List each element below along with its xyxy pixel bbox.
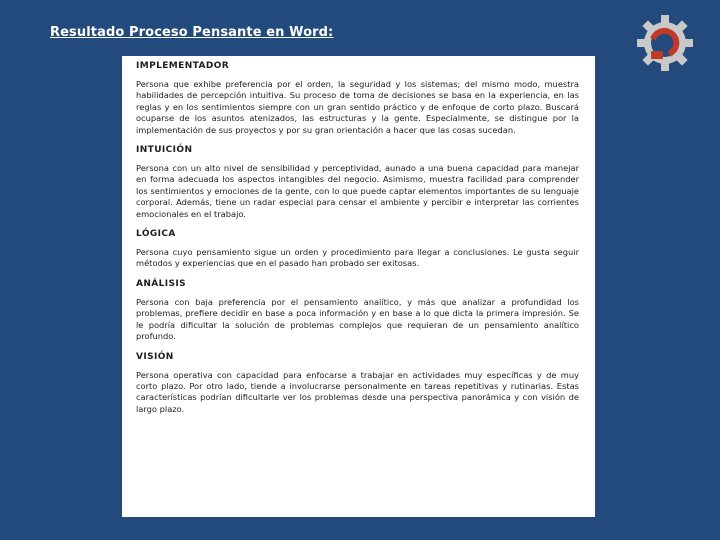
section-body: Persona con baja preferencia por el pensamiento analítico, y más que analizar a profundidad los problemas, prefiere decidir en base a poca información y en base a lo que dicta la primera impresión. Se le podría dificultar la solución de problemas complejos que requieran de un pensamiento analítico profundo. xyxy=(136,296,579,342)
section-vision xyxy=(136,352,579,416)
section-intuicion xyxy=(136,145,579,220)
section-body: Persona cuyo pensamiento sigue un orden y procedimiento para llegar a conclusiones. Le gusta seguir métodos y experiencias que en el pasado han probado ser exitosas. xyxy=(136,247,579,269)
slide-title: Resultado Proceso Pensante en Word: xyxy=(50,25,334,40)
section-heading: INTUICIÓN xyxy=(136,145,193,156)
section-heading: IMPLEMENTADOR xyxy=(136,61,230,71)
section-heading: VISIÓN xyxy=(136,351,174,362)
section-body: Persona operativa con capacidad para enfocarse a trabajar en actividades muy específicas y de muy corto plazo. Por otro lado, tiende a involucrarse personalmente en tareas repetitivas y rutinarias. Estas características podrían dificultarle ver los problemas desde una perspectiva panorámica y con visión de largo plazo. xyxy=(136,369,579,414)
section-body: Persona con un alto nivel de sensibilidad y perceptividad, aunado a una buena capacidad para manejar en forma adecuada los aspectos intangibles del negocio. Asimismo, muestra facilidad para comprender los sentimientos y emociones de la gente, con lo que puede captar elementos importantes de su lenguaje corporal. Además, tiene un radar especial para censar el ambiente y percibir e interpretar las corrientes emocionales en el trabajo. xyxy=(136,163,579,219)
word-document-excerpt xyxy=(122,56,595,517)
section-implementador xyxy=(136,61,579,136)
section-heading: ANÁLISIS xyxy=(136,278,187,289)
gear-logo-icon xyxy=(636,14,694,72)
section-logica xyxy=(136,229,579,270)
section-analisis xyxy=(136,279,579,343)
section-body: Persona que exhibe preferencia por el orden, la seguridad y los sistemas; del mismo modo, muestra habilidades de percepción intuitiva. Su proceso de toma de decisiones se basa en la experiencia, en las reglas y en los sentimientos siempre con un gran sentido práctico y de enfoque de corto plazo. Buscará ocuparse de los asuntos atenizados, las estructuras y la gente. Especialmente, se distingue por la implementación de sus proyectos y por su gran orientación a hacer que las cosas sucedan. xyxy=(136,79,579,135)
section-heading: LÓGICA xyxy=(136,229,176,240)
